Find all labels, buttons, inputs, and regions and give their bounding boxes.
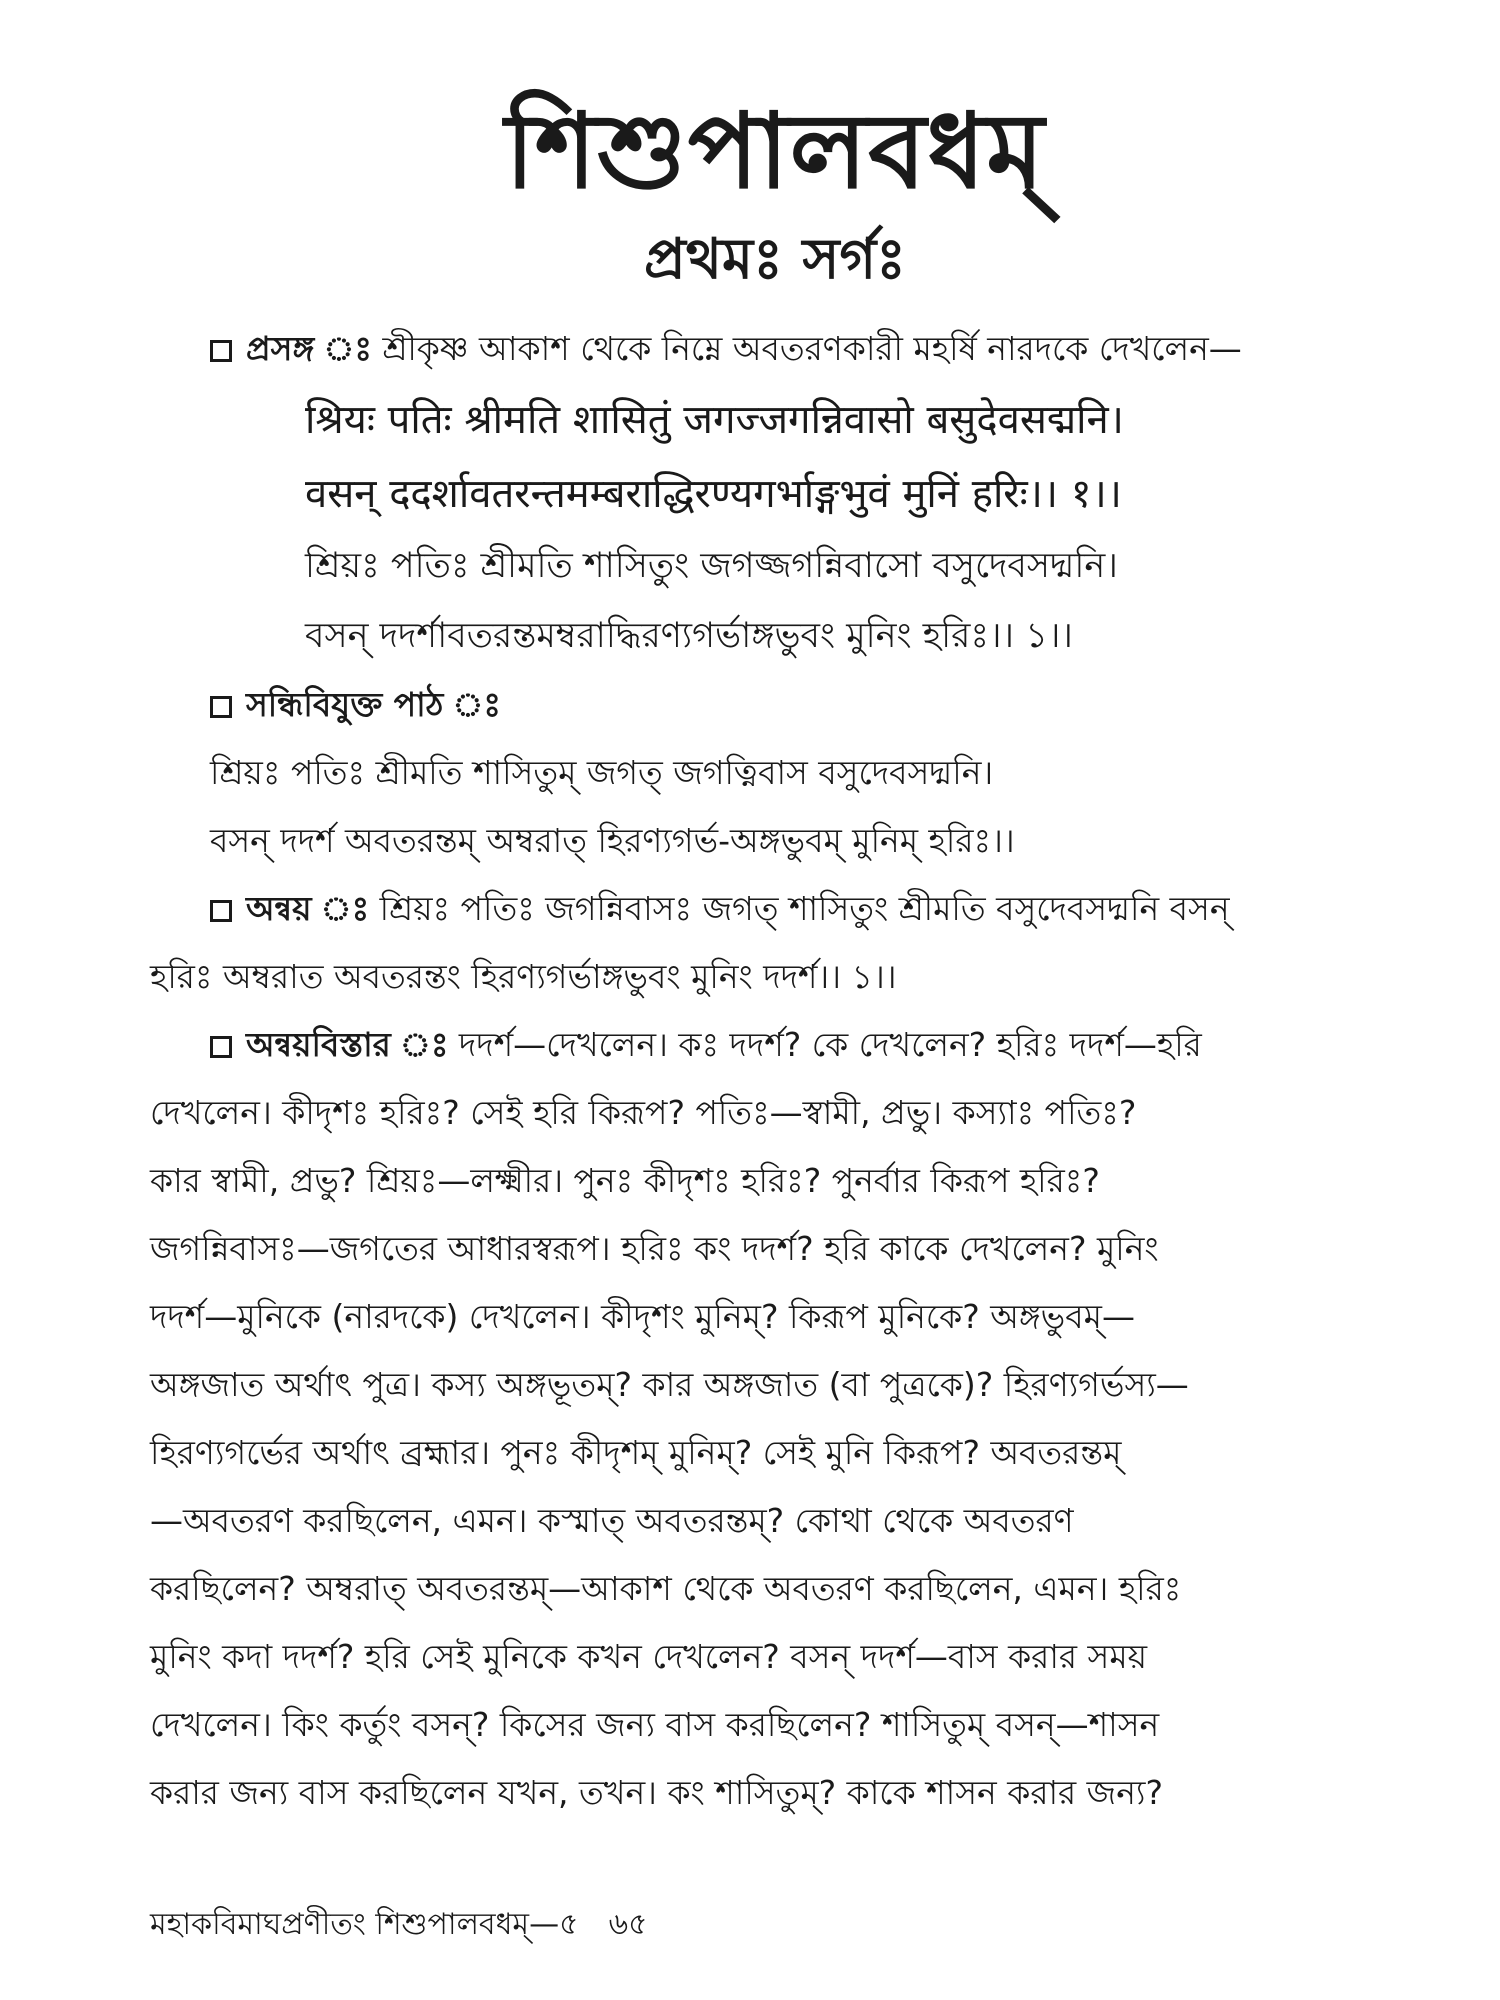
sandhi-line-1: শ্রিয়ঃ পতিঃ শ্রীমতি শাসিতুম্ জগত্ জগত্নিবাস বসুদেবসদ্মনি। [210, 752, 994, 792]
anvaya-section [150, 875, 1400, 1011]
anvaya-vistar-section [150, 1011, 1400, 1827]
checkbox-square-icon [210, 1036, 232, 1058]
anvaya-vistar-line-2: দেখলেন। কীদৃশঃ হরিঃ? সেই হরি কিরূপ? পতিঃ—স্বামী, প্রভু। কস্যাঃ পতিঃ? [150, 1092, 1137, 1132]
anvaya-text-1: শ্রিয়ঃ পতিঃ জগন্নিবাসঃ জগত্ শাসিতুং শ্রীমতি বসুদেবসদ্মনি বসন্ [379, 888, 1230, 928]
sandhi-label: সন্ধিবিযুক্ত পাঠ ঃ [246, 684, 501, 724]
footer-text: মহাকবিমাঘপ্রণীতং শিশুপালবধম্—৫ [150, 1907, 579, 1942]
anvaya-line-1 [150, 875, 1400, 943]
anvaya-vistar-line-3: কার স্বামী, প্রভু? শ্রিয়ঃ—লক্ষ্মীর। পুনঃ কীদৃশঃ হরিঃ? পুনর্বার কিরূপ হরিঃ? [150, 1160, 1100, 1200]
sanskrit-verse-line-1: श्रियः पतिः श्रीमति शासितुं जगज्जगन्निवासो बसुदेवसद्मनि। [305, 396, 1124, 443]
prasanga-text: শ্রীকৃষ্ণ আকাশ থেকে নিম্নে অবতরণকারী মহর্ষি নারদকে দেখলেন— [382, 328, 1242, 368]
bengali-verse [150, 531, 1400, 671]
anvaya-vistar-line-6: অঙ্গজাত অর্থাৎ পুত্র। কস্য অঙ্গভূতম্? কার অঙ্গজাত (বা পুত্রকে)? হিরণ্যগর্ভস্য— [150, 1364, 1189, 1404]
prasanga-label: প্রসঙ্গ ঃ [246, 328, 372, 368]
checkbox-square-icon [210, 900, 232, 922]
sandhi-line-2: বসন্ দদর্শ অবতরন্তম্ অম্বরাত্ হিরণ্যগর্ভ-অঙ্গভুবম্ মুনিম্ হরিঃ।। [210, 820, 1015, 860]
anvaya-line-2: হরিঃ অম্বরাত অবতরন্তং হিরণ্যগর্ভাঙ্গভুবং মুনিং দদর্শ।। ১।। [150, 956, 897, 996]
anvaya-label: অন্বয় ঃ [246, 888, 370, 928]
chapter-subtitle: প্রথমঃ সর্গঃ [643, 226, 907, 292]
prasanga-line [150, 315, 1400, 383]
page-title: শিশুপালবধম্ [505, 90, 1045, 212]
anvaya-vistar-line-7: হিরণ্যগর্ভের অর্থাৎ ব্রহ্মার। পুনঃ কীদৃশম্ মুনিম্? সেই মুনি কিরূপ? অবতরন্তম্ [150, 1432, 1122, 1472]
anvaya-vistar-line-8: —অবতরণ করছিলেন, এমন। কস্মাত্ অবতরন্তম্? কোথা থেকে অবতরণ [150, 1500, 1074, 1540]
anvaya-vistar-line-9: করছিলেন? অম্বরাত্ অবতরন্তম্—আকাশ থেকে অবতরণ করছিলেন, এমন। হরিঃ [150, 1568, 1182, 1608]
sanskrit-verse [150, 383, 1400, 531]
bengali-verse-line-1: শ্রিয়ঃ পতিঃ শ্রীমতি শাসিতুং জগজ্জগন্নিবাসো বসুদেবসদ্মনি। [305, 545, 1118, 586]
page-footer [150, 1900, 648, 1951]
anvaya-vistar-line-12: করার জন্য বাস করছিলেন যখন, তখন। কং শাসিতুম্? কাকে শাসন করার জন্য? [150, 1772, 1163, 1812]
anvaya-vistar-text-1: দদর্শ—দেখলেন। কঃ দদর্শ? কে দেখলেন? হরিঃ দদর্শ—হরি [458, 1024, 1202, 1064]
sandhi-section [150, 671, 1400, 875]
anvaya-vistar-line-11: দেখলেন। কিং কর্তুং বসন্? কিসের জন্য বাস করছিলেন? শাসিতুম্ বসন্—শাসন [150, 1704, 1160, 1744]
sanskrit-verse-line-2: वसन् ददर्शावतरन्तमम्बराद्धिरण्यगर्भाङ्गभुवं मुनिं हरिः।। १।। [305, 470, 1122, 517]
checkbox-square-icon [210, 696, 232, 718]
bengali-verse-line-2: বসন্ দদর্শাবতরন্তমম্বরাদ্ধিরণ্যগর্ভাঙ্গভুবং মুনিং হরিঃ।। ১।। [305, 615, 1073, 656]
anvaya-vistar-line-1 [150, 1011, 1400, 1079]
anvaya-vistar-line-4: জগন্নিবাসঃ—জগতের আধারস্বরূপ। হরিঃ কং দদর্শ? হরি কাকে দেখলেন? মুনিং [150, 1228, 1159, 1268]
sandhi-heading [150, 671, 1400, 739]
page-number: ৬৫ [608, 1907, 648, 1942]
anvaya-vistar-label: অন্বয়বিস্তার ঃ [246, 1024, 449, 1064]
prasanga-section [150, 315, 1400, 383]
anvaya-vistar-line-5: দদর্শ—মুনিকে (নারদকে) দেখলেন। কীদৃশং মুনিম্? কিরূপ মুনিকে? অঙ্গভুবম্— [150, 1296, 1135, 1336]
anvaya-vistar-line-10: মুনিং কদা দদর্শ? হরি সেই মুনিকে কখন দেখলেন? বসন্ দদর্শ—বাস করার সময় [150, 1636, 1148, 1676]
checkbox-square-icon [210, 340, 232, 362]
